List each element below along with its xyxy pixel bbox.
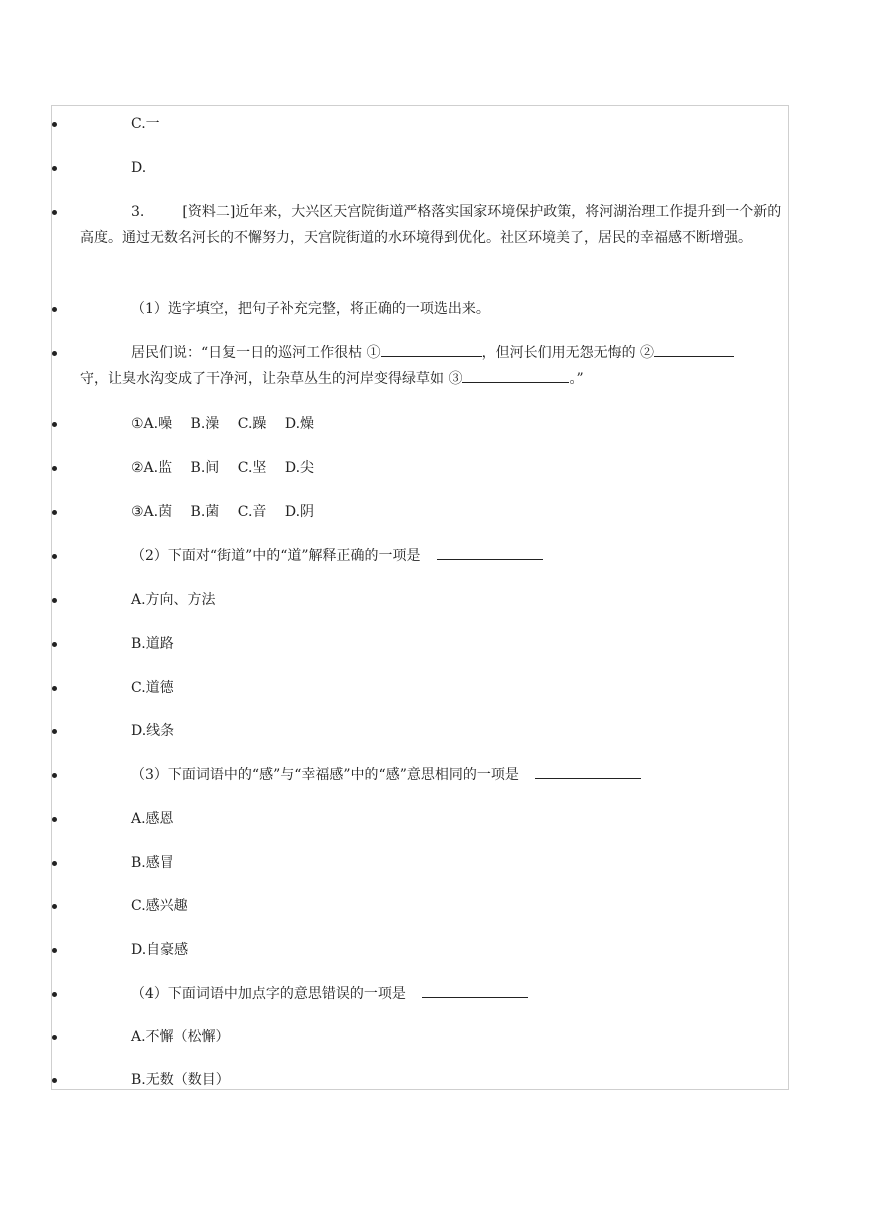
- sub-question: [131, 981, 528, 1007]
- bullet-icon: [52, 773, 57, 778]
- option-text: ②A.监 B.间 C.坚 D.尖: [131, 460, 315, 476]
- bullet-icon: [52, 210, 57, 215]
- answer-blank[interactable]: [535, 763, 641, 779]
- option-text: ①A.噪 B.澡 C.躁 D.燥: [131, 416, 315, 432]
- bullet-icon: [52, 948, 57, 953]
- bullet-icon: [52, 1035, 57, 1040]
- option-text: A.感恩: [131, 811, 174, 827]
- sub-question: （1）选字填空，把句子补充完整，将正确的一项选出来。: [131, 301, 490, 317]
- fill-sentence-line2: [80, 366, 584, 392]
- bullet-icon: [52, 992, 57, 997]
- sub-question-text: （3）下面词语中的“感”与“幸福感”中的“感”意思相同的一项是: [131, 767, 519, 783]
- sub-question: [131, 543, 543, 569]
- bullet-icon: [52, 510, 57, 515]
- fill-sentence-line1: [131, 340, 734, 366]
- bullet-icon: [52, 307, 57, 312]
- bullet-icon: [52, 817, 57, 822]
- bullet-icon: [52, 904, 57, 909]
- bullet-icon: [52, 598, 57, 603]
- sentence-part: 居民们说：“日复一日的巡河工作很枯 ①: [131, 345, 381, 361]
- answer-blank[interactable]: [422, 982, 528, 998]
- question-number: 3.: [131, 204, 145, 220]
- bullet-icon: [52, 729, 57, 734]
- option-text: C.感兴趣: [131, 898, 188, 914]
- sentence-part: 。”: [569, 371, 584, 387]
- bullet-icon: [52, 686, 57, 691]
- option-text: D.线条: [131, 723, 175, 739]
- bullet-icon: [52, 554, 57, 559]
- option-text: A.方向、方法: [131, 592, 216, 608]
- bullet-icon: [52, 122, 57, 127]
- option-text: D.: [131, 160, 147, 176]
- option-text: D.自豪感: [131, 942, 189, 958]
- bullet-icon: [52, 861, 57, 866]
- option-text: C.道德: [131, 680, 174, 696]
- option-text: B.感冒: [131, 855, 174, 871]
- sentence-part: ，但河长们用无怨无悔的 ②: [481, 345, 655, 361]
- answer-blank[interactable]: [437, 544, 543, 560]
- blank-1[interactable]: [381, 341, 482, 357]
- bullet-icon: [52, 422, 57, 427]
- option-text: A.不懈（松懈）: [131, 1029, 230, 1045]
- bullet-icon: [52, 166, 57, 171]
- bullet-icon: [52, 466, 57, 471]
- passage-text: [资料二]近年来，大兴区天宫院街道严格落实国家环境保护政策，将河湖治理工作提升到一个新的高度。通过无数名河长的不懈努力，天宫院街道的水环境得到优化。社区环境美了，居民的幸福感不断增强。: [80, 204, 782, 246]
- sentence-part: 守，让臭水沟变成了干净河，让杂草丛生的河岸变得绿草如 ③: [80, 371, 463, 387]
- option-text: B.无数（数目）: [131, 1072, 230, 1088]
- bullet-icon: [52, 642, 57, 647]
- blank-2[interactable]: [654, 341, 734, 357]
- bullet-icon: [52, 351, 57, 356]
- passage-paragraph: [80, 199, 785, 251]
- sub-question-text: （2）下面对“街道”中的“道”解释正确的一项是: [131, 548, 421, 564]
- option-text: B.道路: [131, 636, 174, 652]
- bullet-icon: [52, 1078, 57, 1083]
- option-text: C.一: [131, 116, 160, 132]
- sub-question: [131, 762, 641, 788]
- sub-question-text: （4）下面词语中加点字的意思错误的一项是: [131, 986, 406, 1002]
- blank-3[interactable]: [462, 367, 569, 383]
- option-text: ③A.茵 B.菌 C.音 D.阴: [131, 504, 315, 520]
